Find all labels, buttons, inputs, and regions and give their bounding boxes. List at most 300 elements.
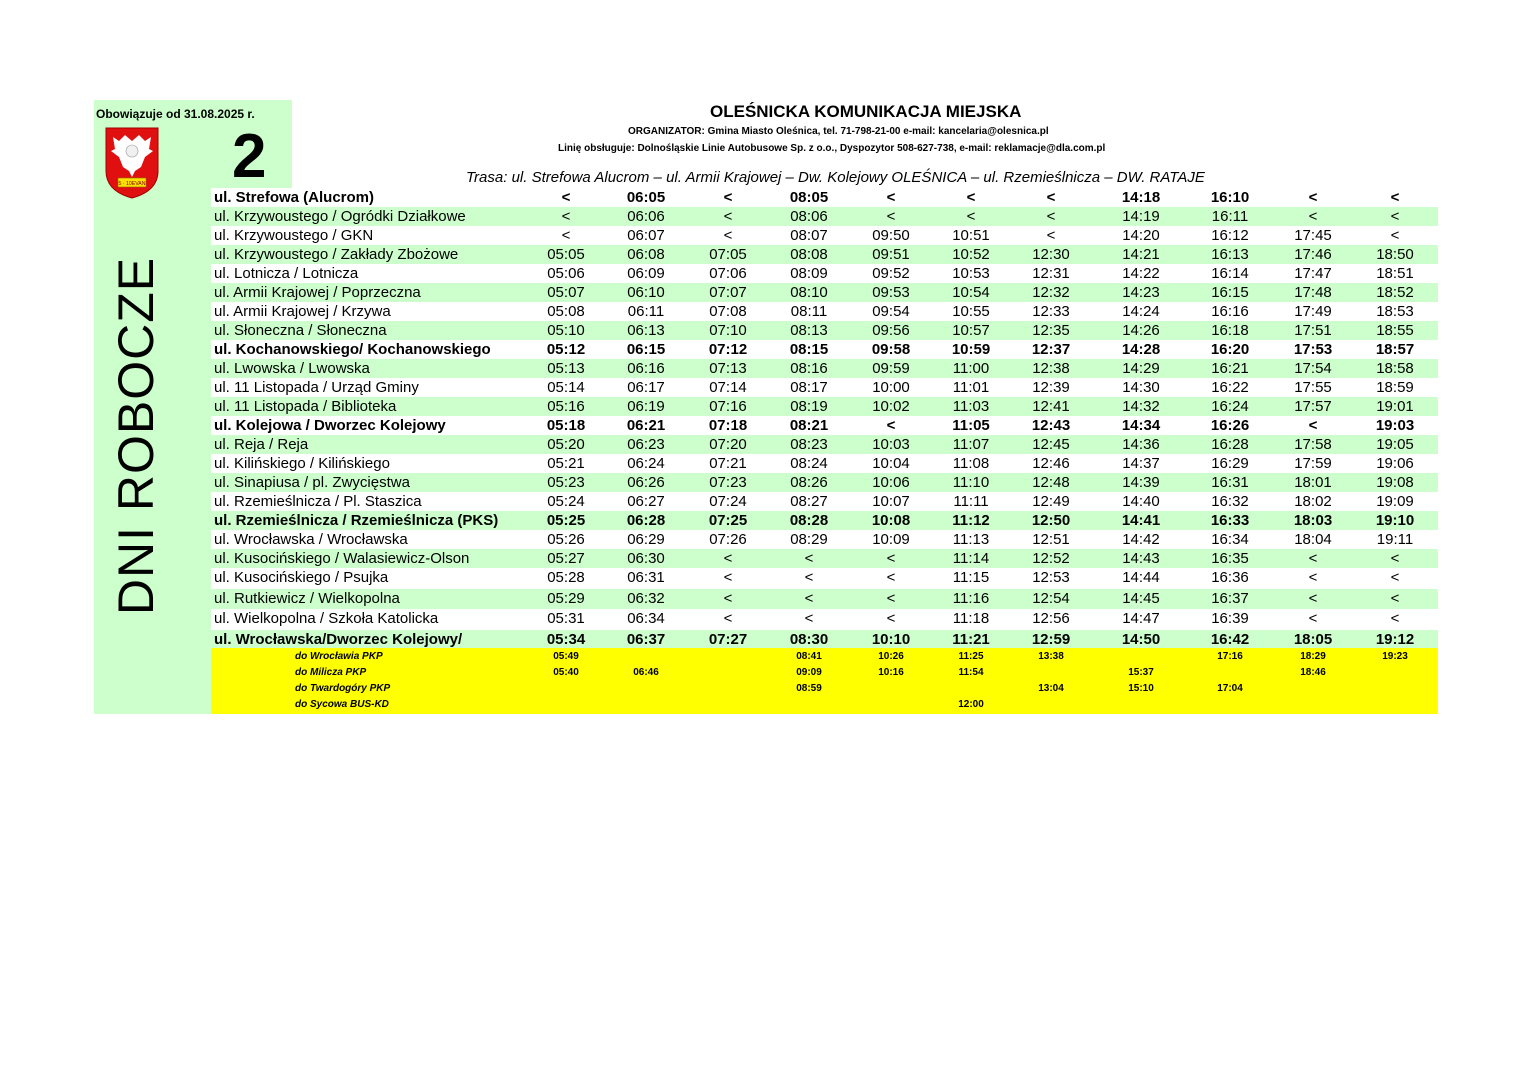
departure-time: 10:53 [952, 265, 990, 282]
timetable-row [211, 378, 1438, 397]
departure-time: 05:25 [546, 512, 586, 529]
departure-time: 06:32 [627, 589, 665, 607]
departure-time: 16:33 [1210, 512, 1250, 529]
departure-time: 06:37 [626, 630, 666, 648]
departure-time: 12:53 [1032, 569, 1070, 586]
departure-time: < [804, 569, 814, 586]
timetable-row [211, 340, 1438, 359]
departure-time: < [561, 189, 571, 206]
departure-time: 10:55 [952, 303, 990, 320]
timetable-row [211, 435, 1438, 454]
departure-time: < [1308, 589, 1318, 607]
departure-time: 14:37 [1122, 455, 1160, 472]
stop-name: ul. Rutkiewicz / Wielkopolna [214, 589, 400, 607]
connection-time: 12:00 [958, 699, 984, 710]
stop-name: ul. Rzemieślnicza / Pl. Staszica [214, 493, 422, 510]
departure-time: 06:06 [627, 208, 665, 225]
departure-time: < [723, 589, 733, 607]
departure-time: < [723, 610, 733, 627]
departure-time: 16:34 [1211, 531, 1249, 548]
departure-time: 08:13 [790, 322, 828, 339]
departure-time: 12:48 [1032, 474, 1070, 491]
departure-time: 08:07 [790, 227, 828, 244]
departure-time: 07:21 [709, 455, 747, 472]
service-operator-info: Linię obsługuje: Dolnośląskie Linie Autobusowe Sp. z o.o., Dyspozytor 508-627-738, e-mail: reklamacje@dla.com.pl [558, 143, 1106, 154]
timetable-row [211, 321, 1438, 340]
departure-time: 06:05 [626, 189, 666, 206]
departure-time: 12:41 [1032, 398, 1070, 415]
departure-time: 17:54 [1294, 360, 1332, 377]
stop-name: ul. Wrocławska/Dworzec Kolejowy/ [214, 630, 463, 648]
departure-time: 05:23 [547, 474, 585, 491]
departure-time: < [1308, 189, 1318, 206]
departure-time: < [966, 208, 976, 225]
departure-time: 05:16 [547, 398, 585, 415]
departure-time: 12:33 [1032, 303, 1070, 320]
departure-time: < [886, 189, 896, 206]
departure-time: 07:26 [709, 531, 747, 548]
departure-time: 18:57 [1375, 341, 1415, 358]
departure-time: < [1046, 227, 1056, 244]
timetable-row [211, 630, 1438, 649]
connection-time: 17:16 [1217, 651, 1243, 662]
stop-name: ul. 11 Listopada / Biblioteka [214, 398, 397, 415]
stop-name: ul. Krzywoustego / Ogródki Działkowe [214, 208, 466, 225]
stop-name: ul. Lotnicza / Lotnicza [214, 265, 359, 282]
connection-time: 08:59 [796, 683, 822, 694]
departure-time: < [561, 208, 571, 225]
timetable-row [211, 492, 1438, 511]
departure-time: 10:10 [871, 630, 911, 648]
connection-row [211, 648, 1438, 664]
departure-time: 14:24 [1122, 303, 1160, 320]
departure-time: 19:06 [1376, 455, 1414, 472]
departure-time: 18:01 [1294, 474, 1332, 491]
departure-time: < [723, 227, 733, 244]
departure-time: 08:26 [790, 474, 828, 491]
departure-time: 06:13 [627, 322, 665, 339]
departure-time: 14:50 [1121, 630, 1161, 648]
departure-time: 17:53 [1293, 341, 1333, 358]
departure-time: 16:22 [1211, 379, 1249, 396]
connection-time: 05:40 [553, 667, 579, 678]
departure-time: 07:27 [708, 630, 748, 648]
timetable-row [211, 283, 1438, 302]
departure-time: 07:20 [709, 436, 747, 453]
departure-time: 17:47 [1294, 265, 1332, 282]
departure-time: 06:31 [627, 569, 665, 586]
departure-time: 14:29 [1122, 360, 1160, 377]
departure-time: 11:12 [952, 512, 990, 529]
timetable-row [211, 188, 1438, 207]
departure-time: 10:02 [872, 398, 910, 415]
stop-name: ul. Krzywoustego / GKN [214, 227, 374, 244]
departure-time: 14:41 [1121, 512, 1161, 529]
departure-time: 11:05 [952, 417, 990, 434]
departure-time: 10:59 [951, 341, 991, 358]
departure-time: 19:10 [1375, 512, 1415, 529]
departure-time: < [723, 208, 733, 225]
departure-time: 05:10 [547, 322, 585, 339]
departure-time: < [1308, 610, 1318, 627]
stop-name: ul. Słoneczna / Słoneczna [214, 322, 387, 339]
departure-time: 09:53 [872, 284, 910, 301]
departure-time: 05:31 [547, 610, 585, 627]
departure-time: 07:23 [709, 474, 747, 491]
departure-time: 16:35 [1211, 550, 1249, 567]
departure-time: 05:14 [547, 379, 585, 396]
departure-time: < [966, 189, 976, 206]
departure-time: < [886, 569, 896, 586]
departure-time: 09:54 [872, 303, 910, 320]
departure-time: 17:58 [1294, 436, 1332, 453]
departure-time: 11:18 [952, 610, 990, 627]
timetable-row [211, 359, 1438, 378]
departure-time: 06:23 [627, 436, 665, 453]
stop-name: ul. Krzywoustego / Zakłady Zbożowe [214, 246, 459, 263]
departure-time: 11:00 [952, 360, 990, 377]
departure-time: 08:16 [790, 360, 828, 377]
stop-name: ul. Kusocińskiego / Walasiewicz-Olson [214, 550, 470, 567]
departure-time: 14:30 [1122, 379, 1160, 396]
departure-time: 10:03 [872, 436, 910, 453]
departure-time: 18:51 [1376, 265, 1414, 282]
stop-name: ul. Kochanowskiego/ Kochanowskiego [214, 341, 491, 358]
timetable-row [211, 511, 1438, 530]
day-type-label: DNI ROBOCZE [108, 256, 164, 616]
departure-time: < [723, 569, 733, 586]
departure-time: < [886, 589, 896, 607]
timetable-row [211, 245, 1438, 264]
connection-time: 05:49 [553, 651, 579, 662]
departure-time: 08:09 [790, 265, 828, 282]
departure-time: 09:56 [872, 322, 910, 339]
departure-time: 14:32 [1122, 398, 1160, 415]
connection-destination: do Milicza PKP [295, 667, 367, 678]
departure-time: 10:09 [872, 531, 910, 548]
departure-time: 17:48 [1294, 284, 1332, 301]
departure-time: 06:26 [627, 474, 665, 491]
connection-time: 18:29 [1300, 651, 1326, 662]
departure-time: 12:35 [1032, 322, 1070, 339]
stop-name: ul. 11 Listopada / Urząd Gminy [214, 379, 419, 396]
departure-time: 06:27 [627, 493, 665, 510]
departure-time: 09:58 [871, 341, 911, 358]
departure-time: 18:05 [1293, 630, 1333, 648]
connection-time: 13:38 [1038, 651, 1064, 662]
stop-name: ul. Kolejowa / Dworzec Kolejowy [214, 417, 446, 434]
departure-time: 14:43 [1122, 550, 1160, 567]
departure-time: 07:16 [709, 398, 747, 415]
departure-time: 11:16 [952, 589, 990, 607]
valid-from-date: Obowiązuje od 31.08.2025 r. [96, 107, 255, 121]
departure-time: 07:24 [709, 493, 747, 510]
departure-time: 12:51 [1032, 531, 1070, 548]
timetable-row [211, 609, 1438, 630]
departure-time: < [1046, 189, 1056, 206]
departure-time: < [1308, 550, 1318, 567]
departure-time: 09:50 [872, 227, 910, 244]
departure-time: 19:12 [1375, 630, 1415, 648]
departure-time: 11:14 [952, 550, 990, 567]
departure-time: < [1390, 208, 1400, 225]
departure-time: 14:22 [1122, 265, 1160, 282]
departure-time: 06:19 [627, 398, 665, 415]
departure-time: 06:10 [627, 284, 665, 301]
departure-time: 14:26 [1122, 322, 1160, 339]
timetable-row [211, 302, 1438, 321]
departure-time: 07:14 [709, 379, 747, 396]
departure-time: < [1308, 208, 1318, 225]
departure-time: 05:24 [547, 493, 585, 510]
departure-time: 08:29 [790, 531, 828, 548]
departure-time: 10:07 [872, 493, 910, 510]
departure-time: 07:12 [708, 341, 748, 358]
departure-time: 10:52 [952, 246, 990, 263]
departure-time: < [1390, 189, 1400, 206]
departure-time: < [1308, 417, 1318, 434]
stop-name: ul. Armii Krajowej / Krzywa [214, 303, 391, 320]
departure-time: 18:58 [1376, 360, 1414, 377]
departure-time: 08:17 [790, 379, 828, 396]
departure-time: 12:56 [1032, 610, 1070, 627]
departure-time: 14:34 [1121, 417, 1161, 434]
departure-time: 12:54 [1032, 589, 1070, 607]
departure-time: 11:15 [952, 569, 990, 586]
timetable [211, 188, 1438, 649]
departure-time: 17:55 [1294, 379, 1332, 396]
departure-time: 05:13 [547, 360, 585, 377]
departure-time: 16:16 [1211, 303, 1249, 320]
departure-time: 14:39 [1122, 474, 1160, 491]
departure-time: 10:06 [872, 474, 910, 491]
organizer-info: ORGANIZATOR: Gmina Miasto Oleśnica, tel. 71-798-21-00 e-mail: kancelaria@olesnica.pl [628, 126, 1049, 137]
departure-time: 05:21 [547, 455, 585, 472]
crest-banner-text: 5 · 10EVAN [118, 181, 146, 187]
departure-time: 07:18 [708, 417, 748, 434]
connection-time: 18:46 [1300, 667, 1326, 678]
departure-time: 17:51 [1294, 322, 1332, 339]
departure-time: 16:29 [1211, 455, 1249, 472]
departure-time: 08:10 [790, 284, 828, 301]
departure-time: 05:27 [547, 550, 585, 567]
stop-name: ul. Strefowa (Alucrom) [214, 189, 375, 206]
departure-time: 12:50 [1031, 512, 1071, 529]
departure-time: 18:59 [1376, 379, 1414, 396]
timetable-row [211, 568, 1438, 589]
departure-time: 06:15 [626, 341, 666, 358]
departure-time: < [886, 550, 896, 567]
stop-name: ul. Wielkopolna / Szkoła Katolicka [214, 610, 439, 627]
departure-time: < [1046, 208, 1056, 225]
stop-name: ul. Rzemieślnicza / Rzemieślnicza (PKS) [214, 512, 499, 529]
departure-time: 11:03 [952, 398, 990, 415]
departure-time: 16:32 [1211, 493, 1249, 510]
departure-time: 16:13 [1211, 246, 1249, 263]
departure-time: 14:45 [1122, 589, 1160, 607]
departure-time: 08:30 [789, 630, 829, 648]
departure-time: 14:23 [1122, 284, 1160, 301]
connection-time: 15:10 [1128, 683, 1154, 694]
departure-time: 06:29 [627, 531, 665, 548]
departure-time: 08:11 [790, 303, 828, 320]
departure-time: 16:14 [1211, 265, 1249, 282]
departure-time: 12:43 [1031, 417, 1071, 434]
timetable-row [211, 207, 1438, 226]
connection-time: 15:37 [1128, 667, 1154, 678]
timetable-row [211, 454, 1438, 473]
departure-time: 07:13 [709, 360, 747, 377]
departure-time: 16:24 [1211, 398, 1249, 415]
departure-time: < [1390, 569, 1400, 586]
connection-destination: do Sycowa BUS-KD [295, 699, 389, 710]
departure-time: 08:24 [790, 455, 828, 472]
timetable-row [211, 397, 1438, 416]
departure-time: < [723, 189, 733, 206]
departure-time: 05:29 [547, 589, 585, 607]
departure-time: 10:08 [871, 512, 911, 529]
departure-time: 12:38 [1032, 360, 1070, 377]
departure-time: 12:46 [1032, 455, 1070, 472]
departure-time: 08:23 [790, 436, 828, 453]
departure-time: 06:34 [627, 610, 665, 627]
connection-destination: do Twardogóry PKP [295, 683, 391, 694]
departure-time: 16:15 [1211, 284, 1249, 301]
departure-time: 16:28 [1211, 436, 1249, 453]
departure-time: 06:09 [627, 265, 665, 282]
departure-time: 06:11 [627, 303, 665, 320]
departure-time: 16:42 [1210, 630, 1250, 648]
departure-time: 05:20 [547, 436, 585, 453]
departure-time: 10:54 [952, 284, 990, 301]
departure-time: 06:21 [626, 417, 666, 434]
departure-time: 14:18 [1121, 189, 1161, 206]
departure-time: 12:31 [1032, 265, 1070, 282]
departure-time: < [1390, 227, 1400, 244]
departure-time: 16:31 [1211, 474, 1249, 491]
departure-time: 14:42 [1122, 531, 1160, 548]
connection-time: 11:54 [958, 667, 984, 678]
departure-time: 19:05 [1376, 436, 1414, 453]
departure-time: 07:06 [709, 265, 747, 282]
departure-time: 14:20 [1122, 227, 1160, 244]
connections-table [211, 648, 1438, 714]
departure-time: 08:08 [790, 246, 828, 263]
departure-time: 16:20 [1210, 341, 1250, 358]
departure-time: 06:16 [627, 360, 665, 377]
stop-name: ul. Wrocławska / Wrocławska [214, 531, 408, 548]
departure-time: 11:08 [952, 455, 990, 472]
departure-time: 16:26 [1210, 417, 1250, 434]
departure-time: 11:21 [952, 630, 990, 648]
departure-time: 11:13 [952, 531, 990, 548]
departure-time: 05:07 [547, 284, 585, 301]
connection-destination: do Wrocławia PKP [295, 651, 383, 662]
departure-time: 12:59 [1031, 630, 1071, 648]
connection-time: 10:26 [878, 651, 904, 662]
departure-time: 12:32 [1032, 284, 1070, 301]
departure-time: 16:36 [1211, 569, 1249, 586]
departure-time: 19:03 [1375, 417, 1415, 434]
departure-time: 06:28 [626, 512, 666, 529]
departure-time: 12:49 [1032, 493, 1070, 510]
departure-time: 18:03 [1293, 512, 1333, 529]
departure-time: 16:11 [1211, 208, 1249, 225]
departure-time: 11:11 [953, 493, 989, 510]
connection-time: 06:46 [633, 667, 659, 678]
timetable-row [211, 589, 1438, 610]
connection-time: 13:04 [1038, 683, 1064, 694]
stop-name: ul. Sinapiusa / pl. Zwycięstwa [214, 474, 410, 491]
departure-time: 11:07 [952, 436, 990, 453]
departure-time: 12:39 [1032, 379, 1070, 396]
operator-title: OLEŚNICKA KOMUNIKACJA MIEJSKA [710, 102, 1022, 121]
departure-time: 09:59 [872, 360, 910, 377]
departure-time: < [1390, 589, 1400, 607]
departure-time: 16:18 [1211, 322, 1249, 339]
departure-time: < [1308, 569, 1318, 586]
departure-time: 07:07 [709, 284, 747, 301]
departure-time: 05:34 [546, 630, 586, 648]
departure-time: 19:08 [1376, 474, 1414, 491]
departure-time: 17:46 [1294, 246, 1332, 263]
line-number: 2 [232, 122, 267, 191]
departure-time: 19:09 [1376, 493, 1414, 510]
departure-time: 17:57 [1294, 398, 1332, 415]
departure-time: 12:45 [1032, 436, 1070, 453]
departure-time: 18:55 [1376, 322, 1414, 339]
departure-time: 14:19 [1122, 208, 1160, 225]
departure-time: 16:12 [1211, 227, 1249, 244]
departure-time: < [804, 550, 814, 567]
departure-time: 18:53 [1376, 303, 1414, 320]
departure-time: 16:39 [1211, 610, 1249, 627]
departure-time: 08:27 [790, 493, 828, 510]
departure-time: 16:10 [1210, 189, 1250, 206]
departure-time: 05:28 [547, 569, 585, 586]
connection-time: 19:23 [1382, 651, 1408, 662]
departure-time: < [1390, 610, 1400, 627]
stop-name: ul. Armii Krajowej / Poprzeczna [214, 284, 421, 301]
timetable-row [211, 416, 1438, 435]
departure-time: < [1390, 550, 1400, 567]
departure-time: 08:15 [789, 341, 829, 358]
connection-time: 11:25 [958, 651, 984, 662]
departure-time: 08:21 [789, 417, 829, 434]
departure-time: 06:30 [627, 550, 665, 567]
departure-time: 14:21 [1122, 246, 1160, 263]
connection-time: 10:16 [878, 667, 904, 678]
connection-time: 09:09 [796, 667, 822, 678]
departure-time: 08:06 [790, 208, 828, 225]
departure-time: 17:45 [1294, 227, 1332, 244]
connection-row [211, 696, 1438, 712]
departure-time: 06:24 [627, 455, 665, 472]
departure-time: 12:52 [1032, 550, 1070, 567]
departure-time: 06:08 [627, 246, 665, 263]
departure-time: 19:01 [1376, 398, 1414, 415]
connection-time: 17:04 [1217, 683, 1243, 694]
departure-time: 12:37 [1031, 341, 1071, 358]
stop-name: ul. Reja / Reja [214, 436, 309, 453]
departure-time: 06:17 [627, 379, 665, 396]
departure-time: 14:40 [1122, 493, 1160, 510]
departure-time: 08:19 [790, 398, 828, 415]
departure-time: 05:06 [547, 265, 585, 282]
departure-time: 10:00 [872, 379, 910, 396]
departure-time: < [886, 208, 896, 225]
departure-time: 07:05 [709, 246, 747, 263]
